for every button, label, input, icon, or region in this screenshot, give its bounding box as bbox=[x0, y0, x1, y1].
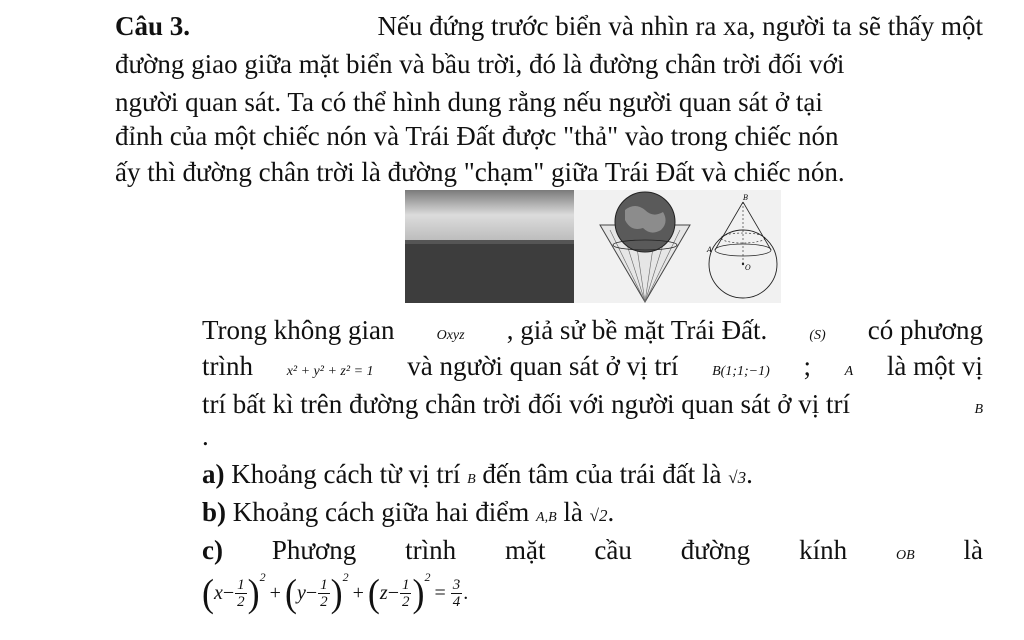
minus-sign: − bbox=[305, 581, 318, 604]
s-symbol: (S) bbox=[809, 328, 826, 343]
item-b-text: Khoảng cách giữa hai điểm bbox=[232, 497, 530, 527]
exponent: 2 bbox=[259, 569, 266, 584]
sphere-equation: x² + y² + z² = 1 bbox=[286, 364, 374, 379]
plus-sign: + bbox=[269, 581, 281, 604]
close-paren: ) bbox=[330, 571, 343, 615]
open-paren: ( bbox=[367, 571, 380, 615]
stray-dot: . bbox=[202, 421, 209, 451]
numerator: 1 bbox=[237, 576, 245, 593]
denominator: 4 bbox=[452, 593, 461, 610]
point-A-symbol: A bbox=[844, 364, 854, 379]
para2-text: , giả sử bề mặt Trái Đất. bbox=[506, 315, 768, 345]
fraction-half bbox=[400, 577, 412, 610]
denominator: 2 bbox=[237, 593, 245, 610]
segment-OB-symbol: OB bbox=[895, 548, 915, 563]
minus-sign: − bbox=[387, 581, 399, 604]
para2-text: trí bất kì trên đường chân trời đối với người quan sát ở vị trí bbox=[202, 389, 851, 419]
close-paren: ) bbox=[412, 571, 425, 615]
close-paren: ) bbox=[247, 571, 260, 615]
item-c-word: trình bbox=[405, 535, 457, 565]
question-line-4: đỉnh của một chiếc nón và Trái Đất được "thả" vào trong chiếc nón bbox=[115, 121, 839, 151]
label-B: B bbox=[743, 194, 749, 202]
item-b-end: . bbox=[607, 497, 615, 527]
item-b-text: là bbox=[563, 497, 583, 527]
para2-line-2 bbox=[202, 350, 983, 388]
numerator: 3 bbox=[452, 576, 461, 593]
numerator: 1 bbox=[320, 576, 328, 593]
fraction-three-quarters bbox=[451, 577, 463, 610]
fraction-half bbox=[318, 577, 330, 610]
denominator: 2 bbox=[320, 593, 328, 610]
item-c-word: kính bbox=[799, 535, 848, 565]
item-b-label: b) bbox=[202, 497, 227, 527]
item-a-text: Khoảng cách từ vị trí bbox=[231, 459, 461, 489]
sea-horizon-photo bbox=[405, 190, 574, 303]
para2-text: ; bbox=[803, 351, 811, 381]
var-x: x bbox=[214, 581, 223, 604]
equals-sign: = bbox=[434, 581, 446, 604]
denominator: 2 bbox=[401, 593, 410, 610]
item-a-label: a) bbox=[202, 459, 225, 489]
para2-line-1 bbox=[202, 314, 983, 352]
item-c-text: là bbox=[963, 535, 983, 565]
point-B-symbol: B bbox=[467, 472, 476, 487]
item-a-value: √3 bbox=[728, 468, 747, 487]
numerator: 1 bbox=[401, 576, 410, 593]
points-AB-symbol: A,B bbox=[536, 510, 557, 525]
point-B-symbol: B bbox=[974, 402, 983, 417]
open-paren: ( bbox=[284, 571, 297, 615]
para2-text: có phương bbox=[867, 315, 983, 345]
var-z: z bbox=[379, 581, 388, 604]
open-paren: ( bbox=[202, 571, 214, 615]
point-B-coords: B(1;1;−1) bbox=[712, 364, 770, 379]
item-c bbox=[202, 534, 983, 572]
question-text-1: Nếu đứng trước biển và nhìn ra xa, người ta sẽ thấy một bbox=[377, 11, 983, 41]
item-c-label: c) bbox=[202, 535, 223, 565]
para2-line-3 bbox=[202, 388, 983, 426]
label-A: A bbox=[707, 246, 713, 254]
item-c-word: mặt bbox=[505, 535, 546, 565]
item-c-word: Phương bbox=[271, 535, 357, 565]
exponent: 2 bbox=[424, 569, 431, 584]
para2-text: và người quan sát ở vị trí bbox=[407, 351, 679, 381]
para2-text: trình bbox=[202, 351, 253, 381]
item-c-word: cầu bbox=[594, 535, 632, 565]
earth-in-cone-figure bbox=[595, 190, 695, 303]
item-b bbox=[202, 496, 614, 534]
question-line-3: người quan sát. Ta có thể hình dung rằng nếu người quan sát ở tại bbox=[115, 87, 823, 117]
item-a-end: . bbox=[746, 459, 753, 489]
figure-panel bbox=[405, 190, 781, 303]
minus-sign: − bbox=[222, 581, 235, 604]
question-label: Câu 3. bbox=[115, 11, 191, 41]
item-b-value: √2 bbox=[589, 506, 608, 525]
question-line-5: ấy thì đường chân trời là đường "chạm" giữa Trái Đất và chiếc nón. bbox=[115, 157, 845, 187]
item-c-word: đường bbox=[680, 535, 751, 565]
fraction-half bbox=[235, 577, 247, 610]
para2-text: là một vị bbox=[886, 351, 983, 381]
label-O: O bbox=[745, 264, 751, 272]
sphere-formula bbox=[202, 569, 469, 615]
item-a bbox=[202, 458, 753, 496]
para2-text: Trong không gian bbox=[202, 315, 395, 345]
oxyz-symbol: Oxyz bbox=[436, 328, 465, 343]
cone-sphere-diagram bbox=[705, 190, 781, 303]
var-y: y bbox=[296, 581, 306, 604]
question-line-1 bbox=[115, 10, 983, 42]
exponent: 2 bbox=[342, 569, 349, 584]
formula-end: . bbox=[463, 581, 469, 604]
item-a-text: đến tâm của trái đất là bbox=[482, 459, 722, 489]
question-line-2: đường giao giữa mặt biển và bầu trời, đó là đường chân trời đối với bbox=[115, 49, 845, 79]
plus-sign: + bbox=[352, 581, 364, 604]
